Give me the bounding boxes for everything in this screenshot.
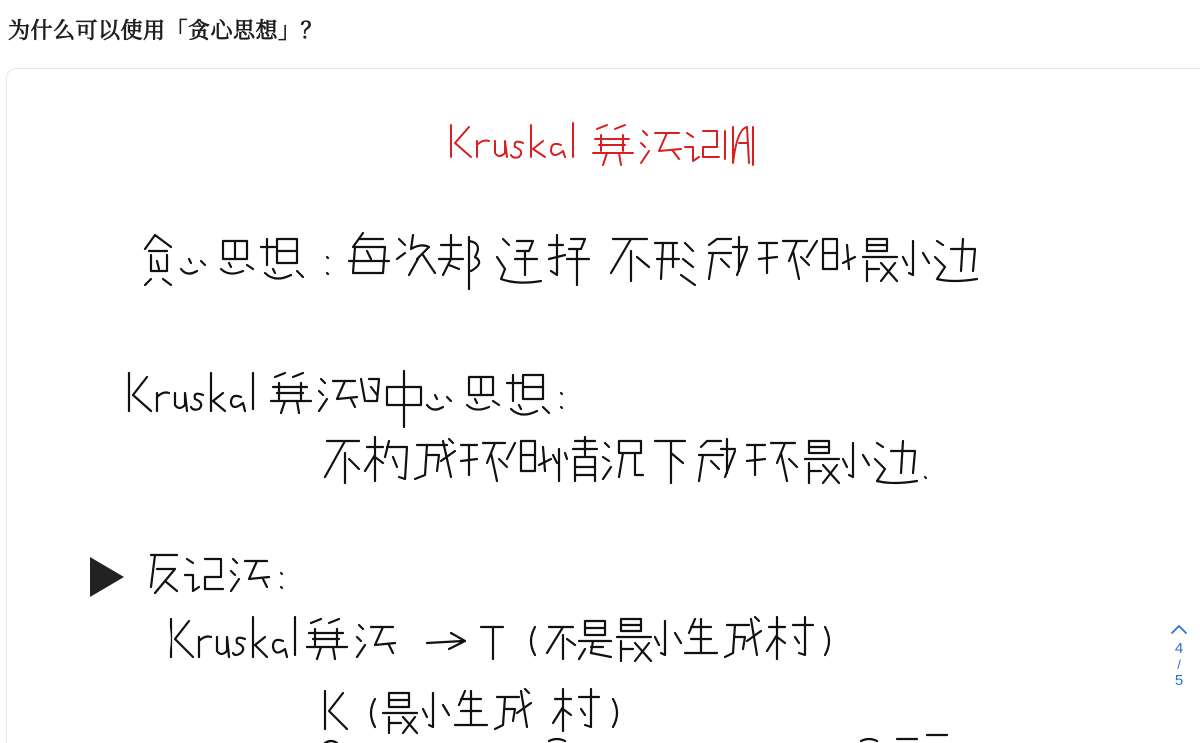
- chevron-up-icon[interactable]: [1166, 620, 1192, 640]
- page-title: 为什么可以使用「贪心思想」？: [8, 19, 324, 44]
- play-button-backdrop: [55, 581, 171, 697]
- line-K-minimum-spanning-tree: [325, 689, 617, 733]
- line-kruskal-produces-T: [171, 617, 829, 661]
- line-kruskal-core-idea: [129, 371, 562, 427]
- handwritten-slide: [6, 68, 1200, 743]
- line-greedy-definition: [145, 233, 977, 289]
- line-proof-by-contradiction: [151, 555, 282, 593]
- play-icon[interactable]: [90, 557, 124, 597]
- handwriting-canvas: [7, 69, 1200, 743]
- pager-current-page: 4: [1174, 640, 1184, 657]
- pager-total-pages: 5: [1174, 672, 1184, 689]
- pager-separator: /: [1177, 657, 1181, 672]
- slide-title-handwriting: [451, 123, 753, 165]
- line-partial-cutoff: [325, 735, 947, 743]
- line-no-cycle-min-edge: [325, 437, 926, 483]
- slide-pager: [1166, 620, 1192, 690]
